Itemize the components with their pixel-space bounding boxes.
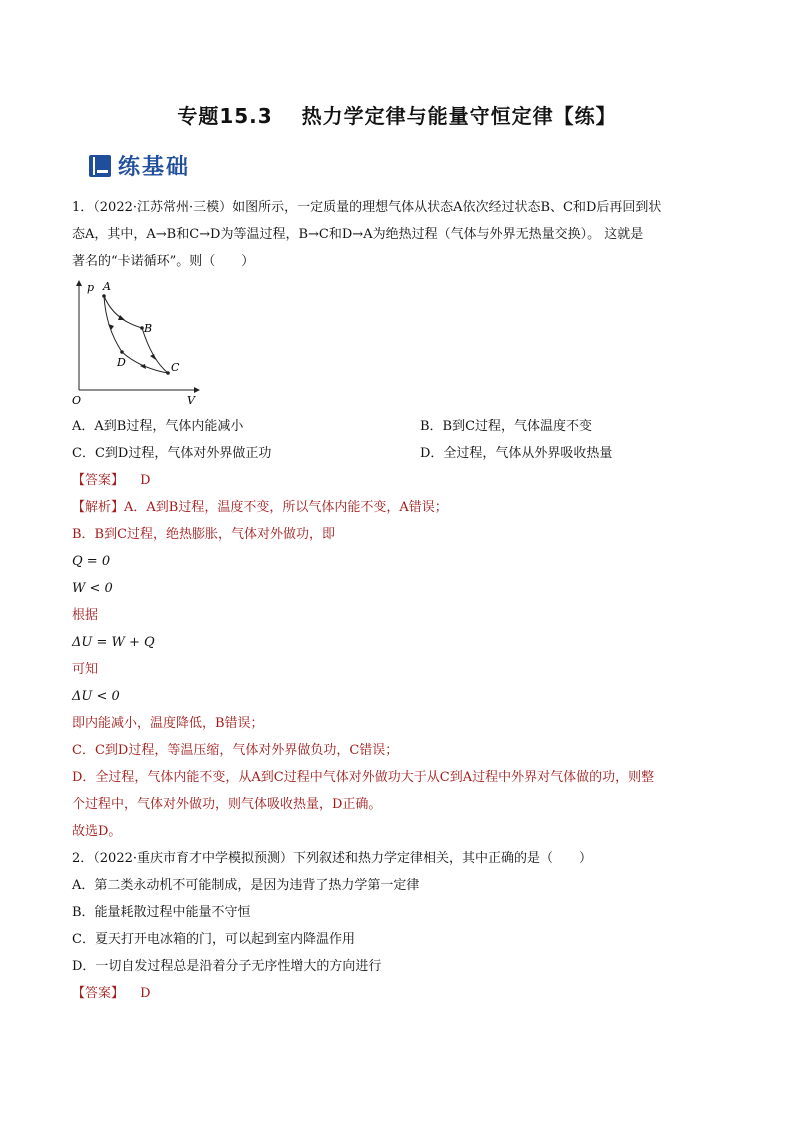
q2-answer xyxy=(72,984,726,1004)
q1-eq4: ΔU < 0 xyxy=(72,689,120,704)
q1-analysis-6: C．C到D过程，等温压缩，气体对外界做负功，C错误； xyxy=(72,743,399,758)
q1-eq2: W < 0 xyxy=(72,581,113,596)
point-a-label: A xyxy=(103,280,111,293)
q1-option-d: D．全过程，气体从外界吸收热量 xyxy=(420,446,613,461)
q2-option-c: C．夏天打开电冰箱的门，可以起到室内降温作用 xyxy=(72,932,355,947)
point-c-label: C xyxy=(171,361,180,374)
q1-analysis-4: 可知 xyxy=(72,662,99,677)
q1-option-a: A．A到B过程，气体内能减小 xyxy=(72,419,244,434)
book-icon xyxy=(88,154,112,178)
q1-analysis-text1: A．A到B过程，温度不变，所以气体内能不变，A错误； xyxy=(124,500,448,515)
q1-stem-line3: 著名的“卡诺循环”。则（ ） xyxy=(72,254,255,269)
q1-option-c: C．C到D过程，气体对外界做正功 xyxy=(72,446,272,461)
q2-option-d: D．一切自发过程总是沿着分子无序性增大的方向进行 xyxy=(72,959,382,974)
axis-y-label: p xyxy=(87,281,95,294)
q2-answer-value: D xyxy=(140,986,151,1001)
axis-x-label: V xyxy=(187,394,195,407)
q1-analysis-9: 故选D。 xyxy=(72,824,122,839)
q1-eq1: Q = 0 xyxy=(72,554,111,569)
point-d-label: D xyxy=(117,356,126,369)
q1-answer-value: D xyxy=(140,473,151,488)
q2-option-a: A．第二类永动机不可能制成，是因为违背了热力学第一定律 xyxy=(72,878,420,893)
section-label: 练基础 xyxy=(118,155,191,180)
q2-answer-label: 【答案】 xyxy=(72,986,125,1001)
section-header xyxy=(88,150,190,181)
origin-label: O xyxy=(72,394,82,407)
q1-analysis-7: D．全过程，气体内能不变，从A到C过程中气体对外做功大于从C到A过程中外界对气体做的功，则整 xyxy=(72,770,655,785)
point-b-label: B xyxy=(144,322,153,335)
q1-analysis-3: 根据 xyxy=(72,608,99,623)
page-title: 专题15.3 热力学定律与能量守恒定律【练】 xyxy=(177,104,617,128)
q1-option-b: B．B到C过程，气体温度不变 xyxy=(420,419,593,434)
q1-answer xyxy=(72,471,726,491)
q1-analysis-8: 个过程中，气体对外做功，则气体吸收热量，D正确。 xyxy=(72,797,382,812)
q1-analysis-5: 即内能减小，温度降低，B错误； xyxy=(72,716,264,731)
q2-stem: 2．（2022·重庆市育才中学模拟预测）下列叙述和热力学定律相关，其中正确的是（ ） xyxy=(72,851,592,866)
q1-analysis-2: B．B到C过程，绝热膨胀，气体对外做功，即 xyxy=(72,527,336,542)
q1-options-row1 xyxy=(72,417,726,437)
q1-analysis-1 xyxy=(72,498,726,518)
q1-answer-label: 【答案】 xyxy=(72,473,125,488)
q1-eq3: ΔU = W + Q xyxy=(72,635,155,650)
q1-analysis-label: 【解析】 xyxy=(72,500,125,515)
pv-diagram xyxy=(70,278,202,408)
q1-stem-line1: 1．（2022·江苏常州·三模）如图所示，一定质量的理想气体从状态A依次经过状态B、C和D后再回到状 xyxy=(72,200,662,215)
q2-option-b: B．能量耗散过程中能量不守恒 xyxy=(72,905,251,920)
q1-stem-line2: 态A，其中，A→B和C→D为等温过程，B→C和D→A为绝热过程（气体与外界无热量交换）。 这就是 xyxy=(72,227,644,242)
q1-options-row2 xyxy=(72,444,726,464)
